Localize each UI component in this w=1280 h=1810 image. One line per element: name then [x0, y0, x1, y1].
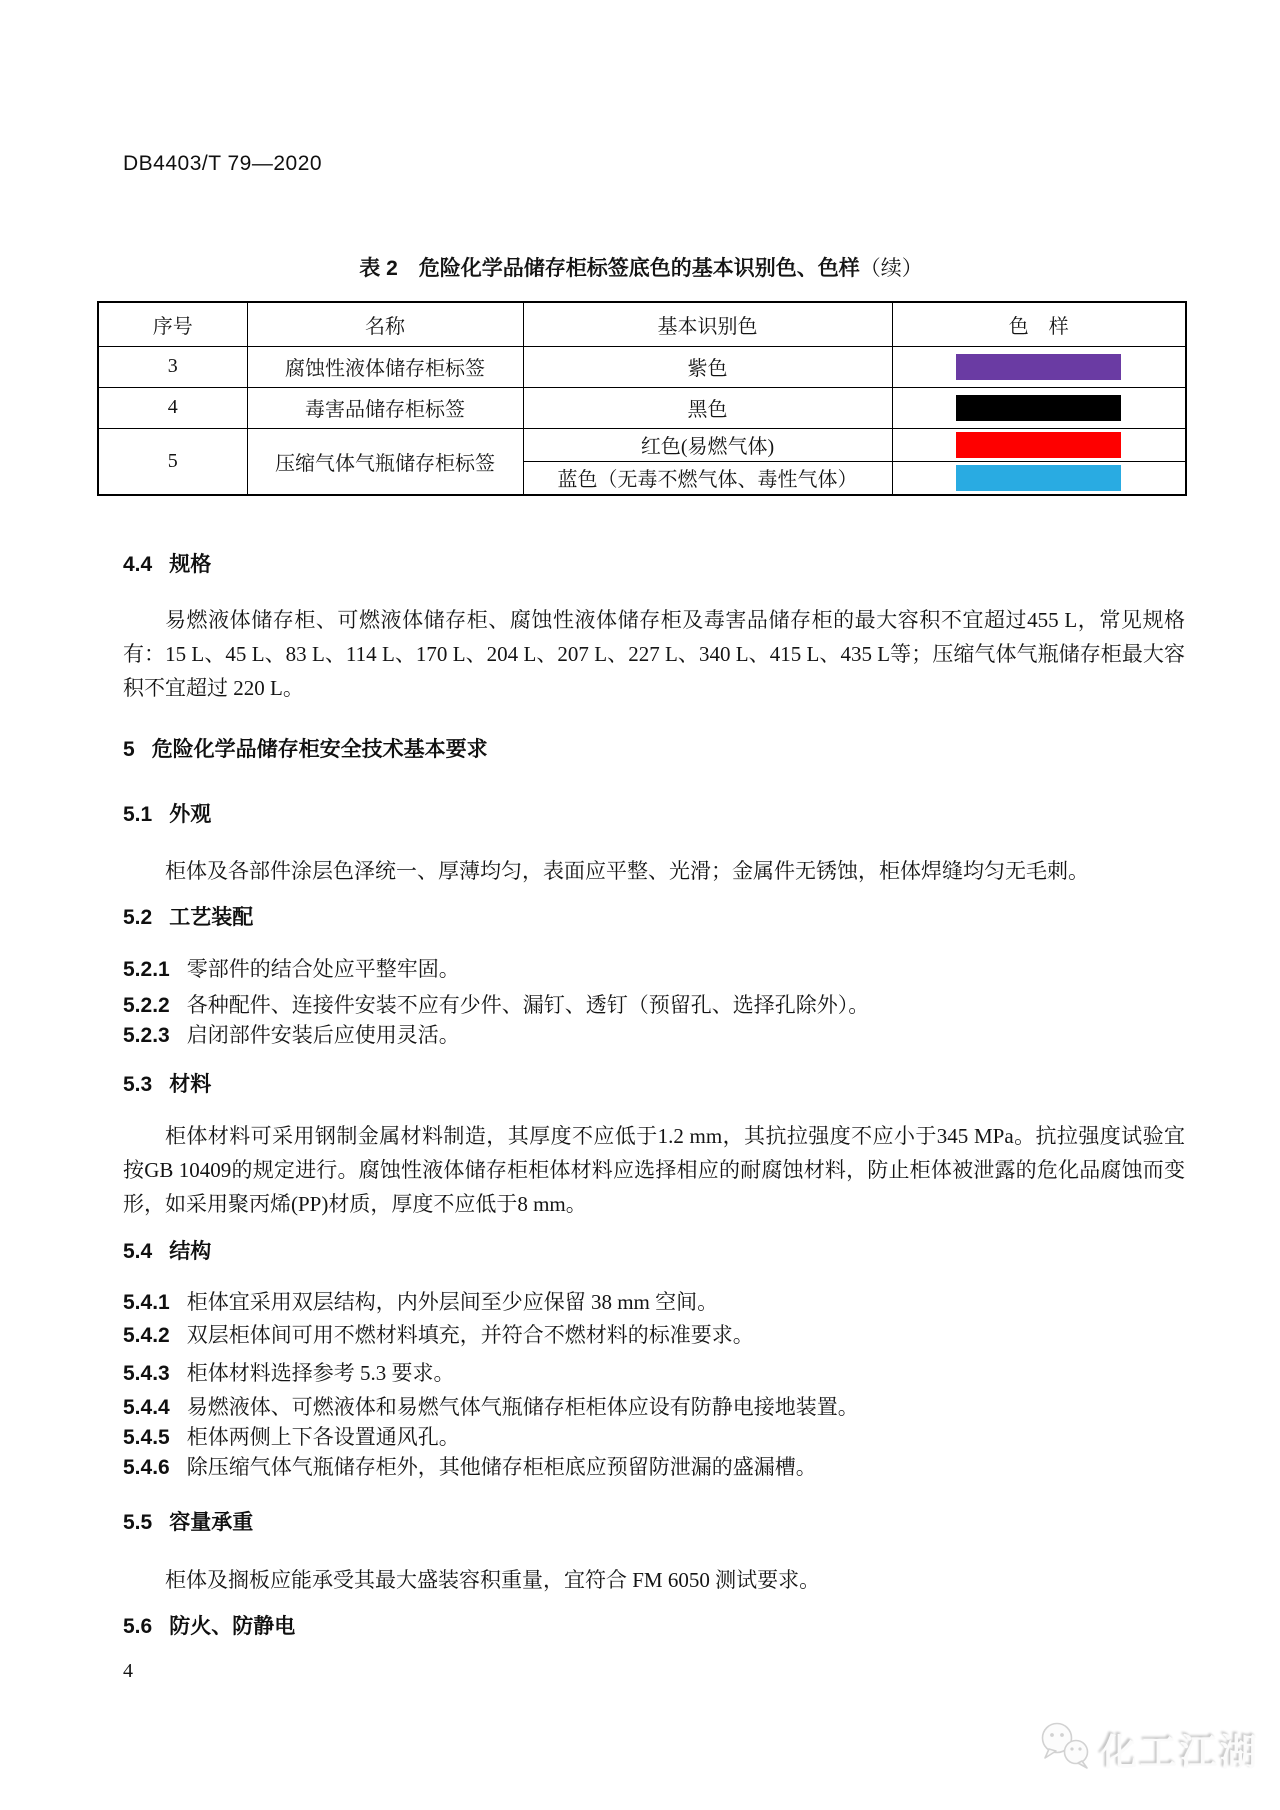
clause-number: 5.4.5 — [123, 1426, 170, 1449]
clause-5-2-1 — [123, 955, 1185, 984]
wechat-bubbles-icon — [1038, 1720, 1092, 1777]
paragraph-5-3: 柜体材料可采用钢制金属材料制造，其厚度不应低于1.2 mm，其抗拉强度不应小于345 MPa。抗拉强度试验宜按GB 10409的规定进行。腐蚀性液体储存柜柜体材料应选择相应的耐腐蚀材料，防止柜体被泄露的危化品腐蚀而变形，如采用聚丙烯(PP)材质，厚度不应低于8 mm。 — [123, 1124, 1185, 1216]
cell-name: 毒害品储存柜标签 — [247, 387, 523, 428]
heading-text: 材料 — [169, 1073, 212, 1096]
heading-text: 容量承重 — [169, 1511, 254, 1534]
clause-5-4-5 — [123, 1423, 1185, 1452]
heading-5-2 — [123, 904, 253, 932]
paragraph-4-4: 易燃液体储存柜、可燃液体储存柜、腐蚀性液体储存柜及毒害品储存柜的最大容积不宜超过455 L，常见规格有：15 L、45 L、83 L、114 L、170 L、204 L、207 L、227 L、340 L、415 L、435 L等；压缩气体气瓶储存柜最大容积不宜超过 220 L。 — [123, 608, 1185, 700]
heading-number: 4.4 — [123, 553, 153, 576]
clause-5-2-3 — [123, 1021, 1185, 1050]
clause-number: 5.4.6 — [123, 1456, 170, 1479]
clause-text: 柜体两侧上下各设置通风孔。 — [186, 1425, 460, 1449]
watermark-text: 化工江湖 — [1100, 1731, 1260, 1773]
col-header-base-color: 基本识别色 — [523, 302, 892, 346]
standard-number: DB4403/T 79—2020 — [123, 152, 323, 175]
col-header-serial: 序号 — [98, 302, 247, 346]
heading-number: 5 — [123, 738, 135, 761]
clause-text: 易燃液体、可燃液体和易燃气体气瓶储存柜柜体应设有防静电接地装置。 — [186, 1395, 859, 1419]
clause-5-4-4 — [123, 1393, 1185, 1422]
heading-5-1 — [123, 801, 211, 829]
cell-swatch — [892, 346, 1186, 387]
clause-number: 5.4.1 — [123, 1291, 170, 1314]
table-header-row — [98, 302, 1186, 346]
cell-swatch — [892, 461, 1186, 495]
heading-text: 防火、防静电 — [169, 1615, 296, 1638]
cell-serial: 5 — [98, 428, 247, 495]
heading-5-6 — [123, 1613, 295, 1641]
cell-swatch — [892, 387, 1186, 428]
clause-5-4-2 — [123, 1321, 1185, 1350]
cell-swatch — [892, 428, 1186, 461]
col-header-swatch: 色 样 — [892, 302, 1186, 346]
cell-serial: 3 — [98, 346, 247, 387]
heading-number: 5.1 — [123, 803, 153, 826]
heading-text: 结构 — [169, 1240, 212, 1263]
label-color-table — [97, 301, 1187, 496]
cell-color-name: 蓝色（无毒不燃气体、毒性气体） — [523, 461, 892, 495]
table-row — [98, 387, 1186, 428]
clause-number: 5.4.4 — [123, 1396, 170, 1419]
clause-5-4-6 — [123, 1453, 1185, 1482]
cell-name: 压缩气体气瓶储存柜标签 — [247, 428, 523, 495]
clause-number: 5.2.1 — [123, 958, 170, 981]
cell-color-name: 黑色 — [523, 387, 892, 428]
table-title-suffix: （续） — [859, 256, 923, 280]
heading-number: 5.3 — [123, 1073, 153, 1096]
color-swatch-purple — [956, 354, 1121, 380]
clause-5-4-1 — [123, 1288, 1185, 1317]
clause-number: 5.2.3 — [123, 1024, 170, 1047]
clause-text: 除压缩气体气瓶储存柜外，其他储存柜柜底应预留防泄漏的盛漏槽。 — [186, 1455, 817, 1479]
heading-text: 工艺装配 — [169, 906, 254, 929]
color-swatch-red — [956, 432, 1121, 458]
heading-5-3 — [123, 1071, 211, 1099]
clause-5-4-3 — [123, 1359, 1185, 1388]
clause-number: 5.2.2 — [123, 994, 170, 1017]
heading-5 — [123, 736, 488, 764]
clause-number: 5.4.3 — [123, 1362, 170, 1385]
table-row — [98, 428, 1186, 461]
clause-text: 柜体材料选择参考 5.3 要求。 — [186, 1361, 455, 1385]
watermark — [1038, 1720, 1260, 1777]
heading-number: 5.4 — [123, 1240, 153, 1263]
cell-color-name: 红色(易燃气体) — [523, 428, 892, 461]
col-header-name: 名称 — [247, 302, 523, 346]
cell-color-name: 紫色 — [523, 346, 892, 387]
table-row — [98, 346, 1186, 387]
color-swatch-blue — [956, 465, 1121, 491]
heading-text: 危险化学品储存柜安全技术基本要求 — [151, 738, 488, 761]
clause-text: 双层柜体间可用不燃材料填充，并符合不燃材料的标准要求。 — [186, 1323, 754, 1347]
heading-number: 5.5 — [123, 1511, 153, 1534]
clause-text: 启闭部件安装后应使用灵活。 — [186, 1023, 460, 1047]
heading-5-5 — [123, 1509, 253, 1537]
heading-text: 外观 — [169, 803, 212, 826]
table-title — [97, 252, 1185, 282]
cell-serial: 4 — [98, 387, 247, 428]
color-swatch-black — [956, 395, 1121, 421]
heading-number: 5.6 — [123, 1615, 153, 1638]
clause-text: 柜体宜采用双层结构，内外层间至少应保留 38 mm 空间。 — [186, 1290, 719, 1314]
table-title-text: 表 2 危险化学品储存柜标签底色的基本识别色、色样 — [359, 257, 860, 280]
paragraph-5-1: 柜体及各部件涂层色泽统一、厚薄均匀，表面应平整、光滑；金属件无锈蚀，柜体焊缝均匀无毛刺。 — [165, 859, 1089, 883]
heading-4-4 — [123, 551, 211, 579]
paragraph-5-5: 柜体及搁板应能承受其最大盛装容积重量，宜符合 FM 6050 测试要求。 — [165, 1568, 821, 1592]
heading-text: 规格 — [169, 553, 212, 576]
clause-5-2-2 — [123, 991, 1185, 1020]
heading-5-4 — [123, 1238, 211, 1266]
cell-name: 腐蚀性液体储存柜标签 — [247, 346, 523, 387]
clause-text: 各种配件、连接件安装不应有少件、漏钉、透钉（预留孔、选择孔除外）。 — [186, 993, 870, 1017]
page-number: 4 — [123, 1660, 133, 1682]
clause-number: 5.4.2 — [123, 1324, 170, 1347]
heading-number: 5.2 — [123, 906, 153, 929]
clause-text: 零部件的结合处应平整牢固。 — [186, 957, 460, 981]
